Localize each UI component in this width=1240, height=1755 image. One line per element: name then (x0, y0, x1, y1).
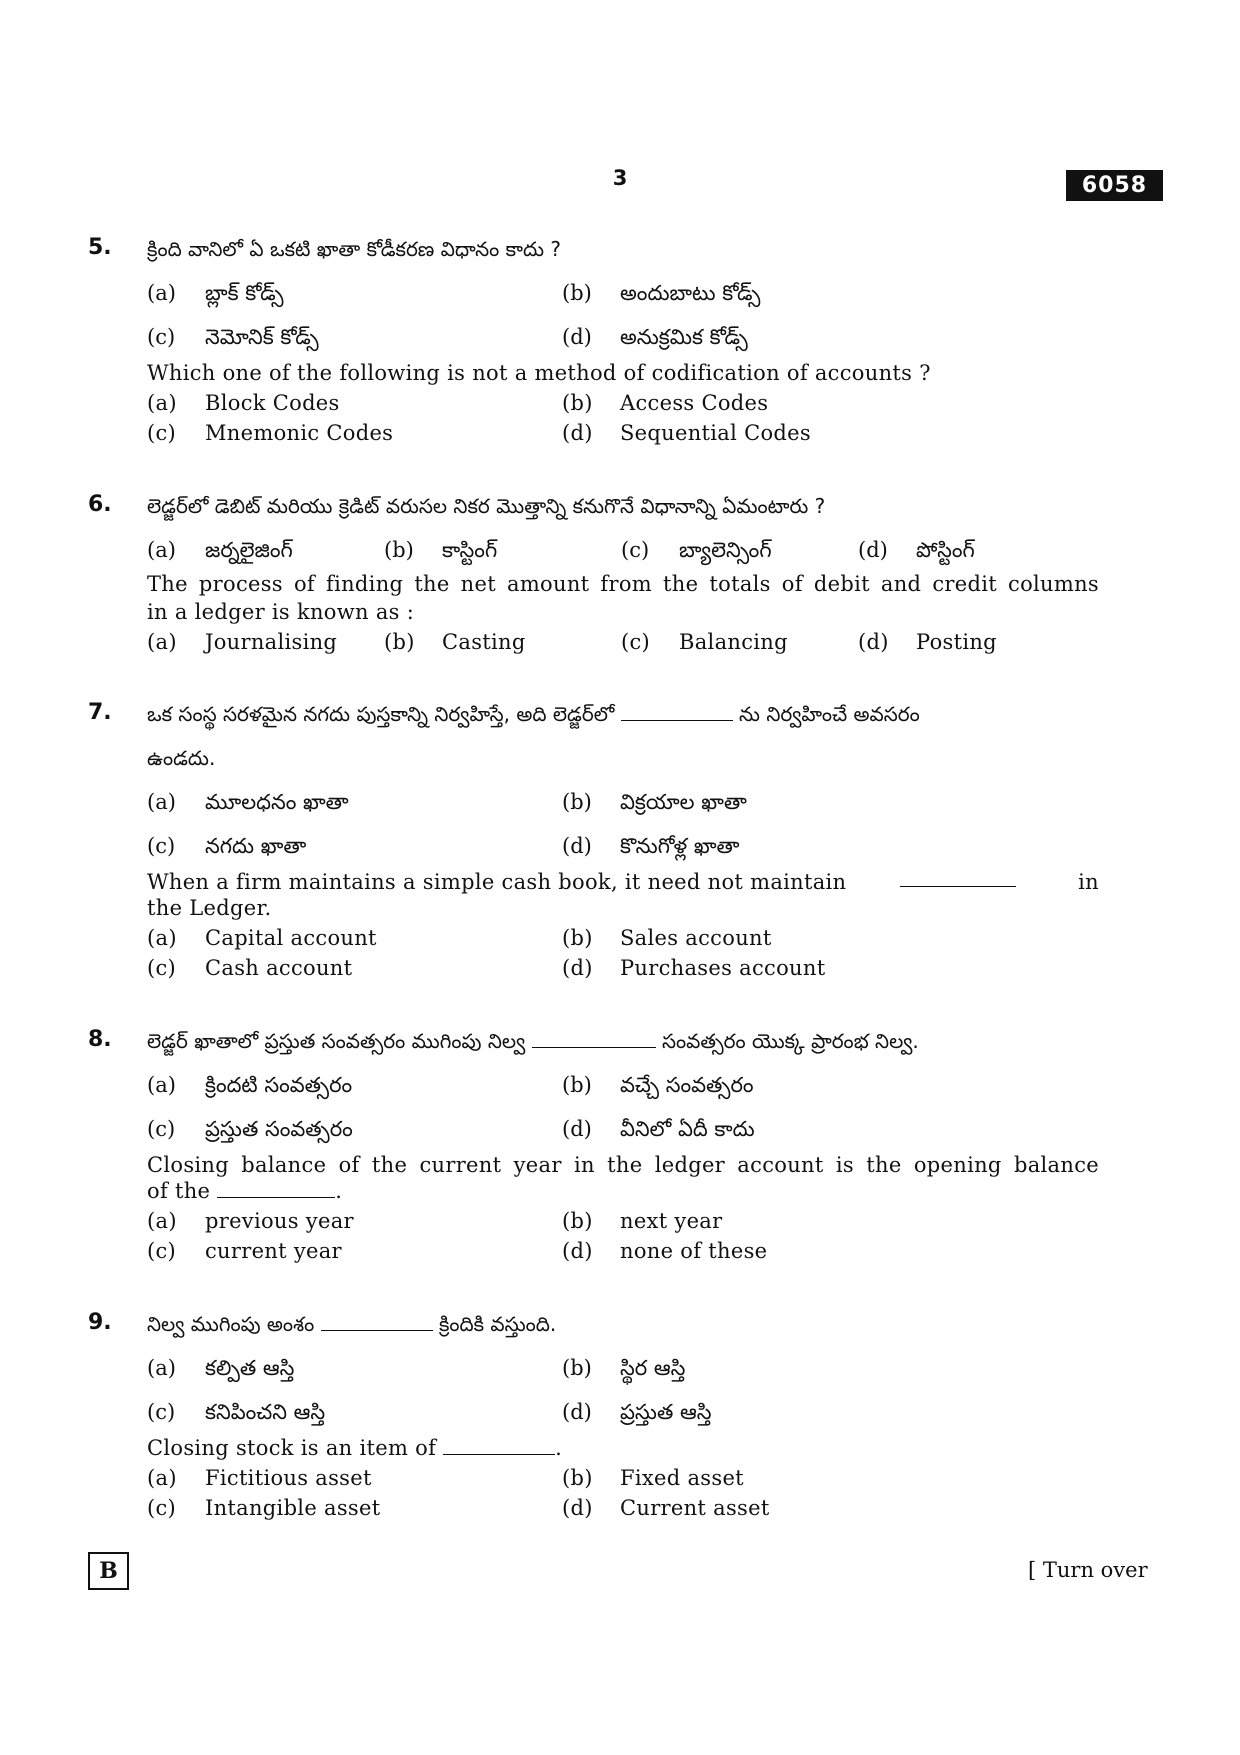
option-telugu-b: (b) స్థిర ఆస్తి (562, 1356, 686, 1380)
option-english-d: (d) Posting (858, 630, 997, 654)
question-text-english-line-1: When a firm maintains a simple cash book, it need not maintain in (147, 870, 1099, 894)
option-telugu-c: (c) కనిపించని ఆస్తి (147, 1400, 326, 1424)
answer-blank (217, 1179, 335, 1198)
answer-blank (443, 1436, 555, 1455)
option-telugu-a: (a) జర్నలైజింగ్ (147, 538, 293, 562)
option-telugu-d: (d) కొనుగోళ్ల ఖాతా (562, 834, 740, 858)
question-text-telugu-line-1: ఒక సంస్థ సరళమైన నగదు పుస్తకాన్ని నిర్వహిస్తే, అది లెడ్జర్‌లో ను నిర్వహించే అవసరం (147, 702, 920, 726)
answer-blank (321, 1312, 433, 1331)
question-text-telugu: లెడ్జర్‌లో డెబిట్ మరియు క్రెడిట్ వరుసల నికర మొత్తాన్ని కనుగొనే విధానాన్ని ఏమంటారు ? (147, 494, 826, 518)
option-english-b: (b) Casting (384, 630, 526, 654)
question-text-english-line-1: Closing balance of the current year in the ledger account is the opening balance (147, 1153, 1099, 1177)
turn-over-note: [ Turn over (1028, 1558, 1148, 1582)
option-english-c: (c) Cash account (147, 956, 353, 980)
option-telugu-a: (a) బ్లాక్ కోడ్స్ (147, 281, 284, 305)
question-number: 5. (88, 235, 112, 260)
option-telugu-d: (d) అనుక్రమిక కోడ్స్ (562, 325, 748, 349)
answer-blank (900, 868, 1016, 887)
option-english-c: (c) Balancing (621, 630, 788, 654)
option-telugu-b: (b) అందుబాటు కోడ్స్ (562, 281, 761, 305)
option-english-d: (d) Sequential Codes (562, 421, 811, 445)
option-english-a: (a) Fictitious asset (147, 1466, 372, 1490)
option-english-b: (b) Sales account (562, 926, 772, 950)
option-english-c: (c) Mnemonic Codes (147, 421, 394, 445)
option-english-a: (a) previous year (147, 1209, 354, 1233)
question-number: 7. (88, 700, 112, 725)
question-text-telugu: నిల్వ ముగింపు అంశం క్రిందికి వస్తుంది. (147, 1312, 557, 1336)
question-number: 9. (88, 1310, 112, 1335)
question-text-english-line-2: the Ledger. (147, 896, 272, 920)
option-english-a: (a) Journalising (147, 630, 338, 654)
question-text-english: Closing stock is an item of . (147, 1436, 563, 1460)
question-number: 6. (88, 492, 112, 517)
paper-code-badge: 6058 (1066, 170, 1163, 201)
option-english-c: (c) current year (147, 1239, 342, 1263)
question-text-telugu: లెడ్జర్ ఖాతాలో ప్రస్తుత సంవత్సరం ముగింపు నిల్వ సంవత్సరం యొక్క ప్రారంభ నిల్వ. (147, 1029, 919, 1053)
option-english-d: (d) Purchases account (562, 956, 826, 980)
question-text-english-line-1: The process of finding the net amount from the totals of debit and credit columns (147, 572, 1099, 596)
question-text-english: Which one of the following is not a method of codification of accounts ? (147, 361, 931, 385)
question-text-telugu: క్రింది వానిలో ఏ ఒకటి ఖాతా కోడీకరణ విధానం కాదు ? (147, 237, 561, 261)
option-telugu-a: (a) కల్పిత ఆస్తి (147, 1356, 295, 1380)
option-telugu-c: (c) నగదు ఖాతా (147, 834, 307, 858)
option-english-b: (b) Fixed asset (562, 1466, 744, 1490)
option-telugu-b: (b) విక్రయాల ఖాతా (562, 790, 747, 814)
question-text-telugu-line-2: ఉండదు. (147, 746, 216, 770)
answer-blank (621, 702, 733, 721)
option-english-d: (d) none of these (562, 1239, 768, 1263)
option-english-a: (a) Capital account (147, 926, 377, 950)
option-english-b: (b) next year (562, 1209, 723, 1233)
series-box: B (88, 1552, 129, 1590)
option-telugu-d: (d) పోస్టింగ్ (858, 538, 975, 562)
option-english-c: (c) Intangible asset (147, 1496, 381, 1520)
option-telugu-d: (d) వీనిలో ఏదీ కాదు (562, 1117, 755, 1141)
question-text-english-line-2: in a ledger is known as : (147, 600, 415, 624)
option-telugu-b: (b) వచ్చే సంవత్సరం (562, 1073, 754, 1097)
page-number: 3 (612, 166, 628, 190)
option-telugu-c: (c) నెమోనిక్ కోడ్స్ (147, 325, 319, 349)
option-telugu-c: (c) ప్రస్తుత సంవత్సరం (147, 1117, 353, 1141)
option-english-b: (b) Access Codes (562, 391, 769, 415)
question-number: 8. (88, 1027, 112, 1052)
option-telugu-a: (a) మూలధనం ఖాతా (147, 790, 349, 814)
option-telugu-a: (a) క్రిందటి సంవత్సరం (147, 1073, 353, 1097)
option-telugu-d: (d) ప్రస్తుత ఆస్తి (562, 1400, 712, 1424)
option-telugu-b: (b) కాస్టింగ్ (384, 538, 498, 562)
option-english-a: (a) Block Codes (147, 391, 340, 415)
question-text-english-line-2: of the . (147, 1179, 343, 1203)
option-telugu-c: (c) బ్యాలెన్సింగ్ (621, 538, 772, 562)
option-english-d: (d) Current asset (562, 1496, 770, 1520)
answer-blank (532, 1029, 656, 1048)
